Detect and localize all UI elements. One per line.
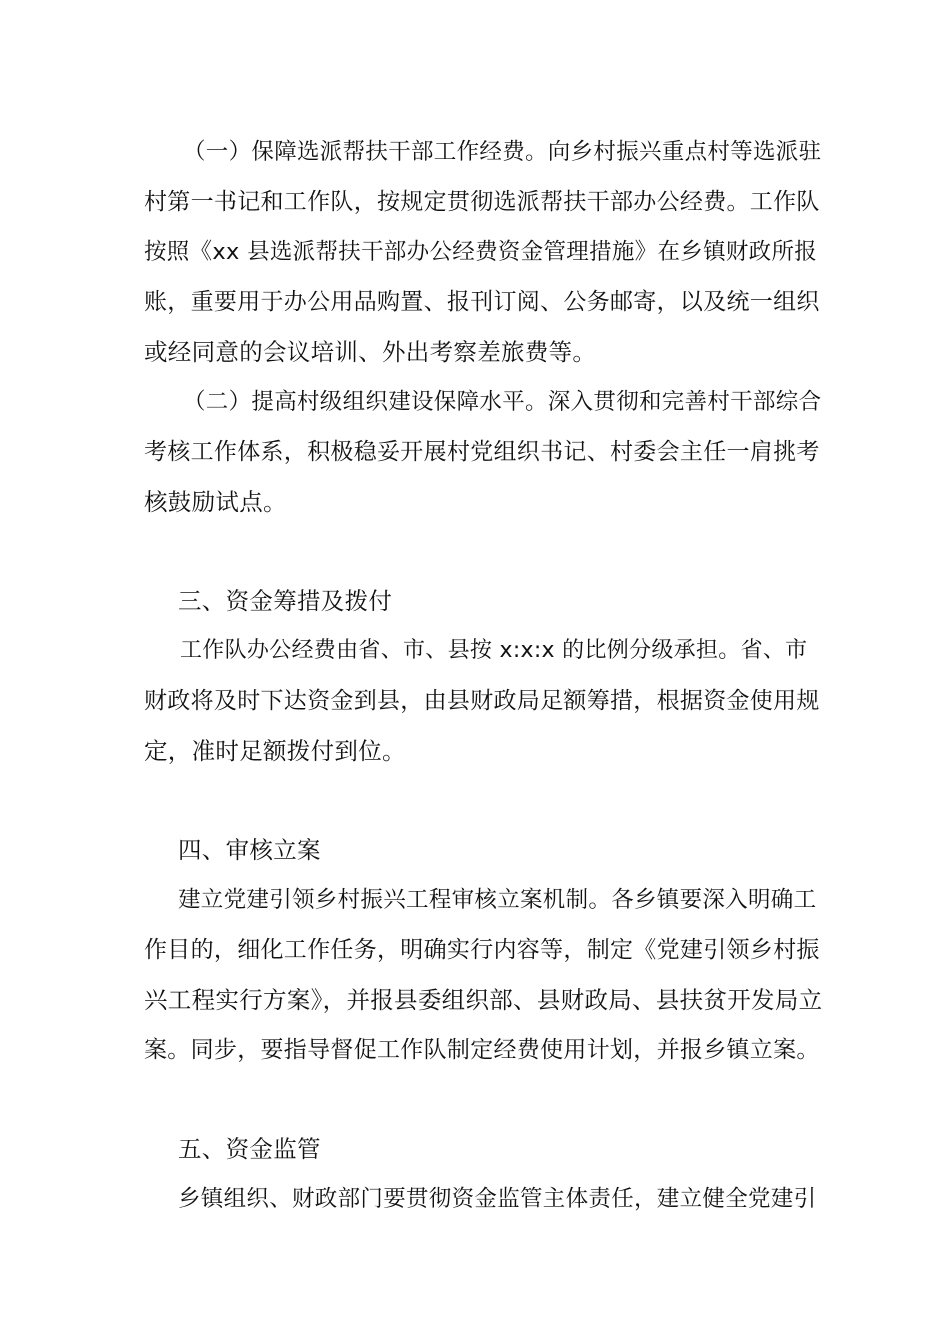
section-3-line-3: 定，准时足额拨付到位。 [144, 737, 406, 765]
paragraph-1-line-2: 村第一书记和工作队，按规定贯彻选派帮扶干部办公经费。工作队 [144, 189, 820, 215]
section-4-line-1: 建立党建引领乡村振兴工程审核立案机制。各乡镇要深入明确工 [178, 887, 817, 913]
section-4-line-3: 兴工程实行方案》，并报县委组织部、县财政局、县扶贫开发局立 [144, 986, 823, 1014]
paragraph-2-line-3: 核鼓励试点。 [144, 488, 287, 516]
paragraph-1-line-3: 按照《xx 县选派帮扶干部办公经费资金管理措施》在乡镇财政所报 [144, 239, 818, 265]
paragraph-2-line-1: （二）提高村级组织建设保障水平。深入贯彻和完善村干部综合 [183, 389, 822, 415]
paragraph-2-line-2: 考核工作体系，积极稳妥开展村党组织书记、村委会主任一肩挑考 [144, 439, 820, 465]
paragraph-1-line-4: 账，重要用于办公用品购置、报刊订阅、公务邮寄，以及统一组织 [144, 289, 820, 315]
section-heading-3: 三、资金筹措及拨付 [178, 587, 393, 615]
section-4-line-2: 作目的，细化工作任务，明确实行内容等，制定《党建引领乡村振 [144, 937, 820, 963]
section-4-line-4: 案。同步，要指导督促工作队制定经费使用计划，并报乡镇立案。 [144, 1037, 820, 1063]
paragraph-1-line-5: 或经同意的会议培训、外出考察差旅费等。 [144, 338, 597, 366]
section-5-line-1: 乡镇组织、财政部门要贯彻资金监管主体责任，建立健全党建引 [178, 1186, 817, 1212]
paragraph-1-line-1: （一）保障选派帮扶干部工作经费。向乡村振兴重点村等选派驻 [183, 139, 822, 165]
section-3-line-2: 财政将及时下达资金到县，由县财政局足额筹措，根据资金使用规 [144, 688, 820, 714]
section-heading-4: 四、审核立案 [178, 836, 321, 864]
section-3-line-1: 工作队办公经费由省、市、县按 x:x:x 的比例分级承担。省、市 [180, 638, 808, 663]
section-heading-5: 五、资金监管 [178, 1135, 321, 1163]
